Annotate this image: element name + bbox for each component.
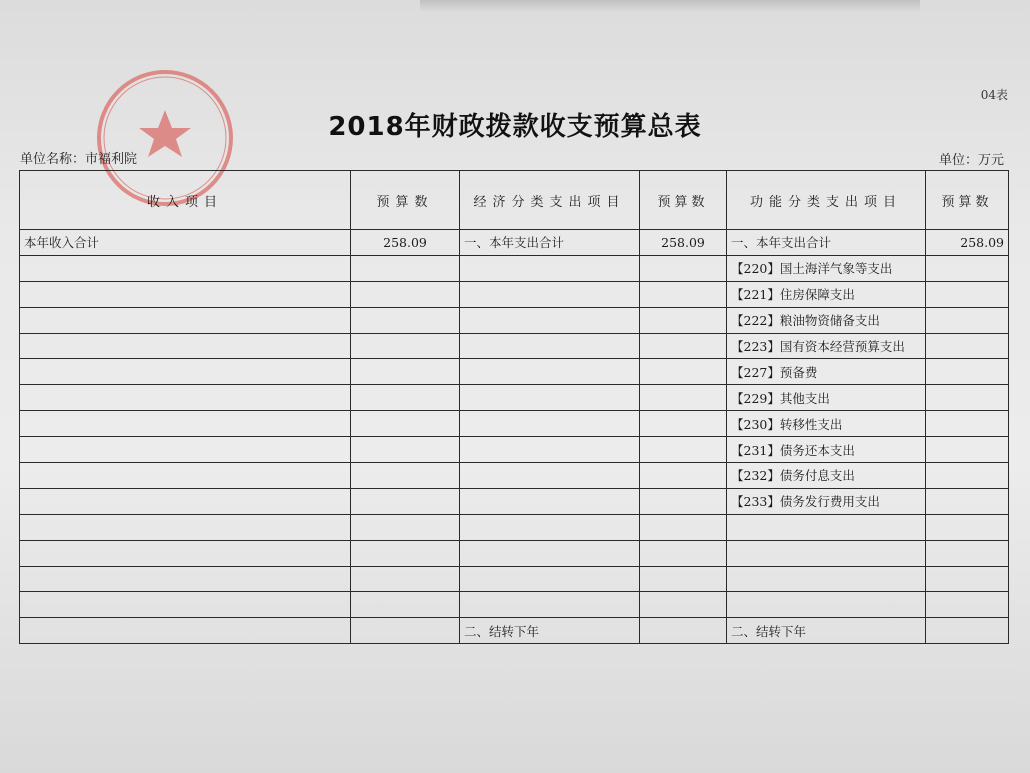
income-budget-cell xyxy=(351,411,460,437)
functional-item-cell: 一、本年支出合计 xyxy=(727,230,926,256)
functional-budget-cell xyxy=(926,307,1009,333)
functional-item-cell: 【233】债务发行费用支出 xyxy=(727,488,926,514)
functional-budget-cell xyxy=(926,281,1009,307)
income-budget-cell xyxy=(351,566,460,592)
functional-budget-cell xyxy=(926,514,1009,540)
income-item-cell xyxy=(20,255,351,281)
income-budget-cell xyxy=(351,592,460,618)
economic-item-cell xyxy=(460,411,640,437)
economic-budget-cell xyxy=(640,307,727,333)
functional-budget-cell xyxy=(926,592,1009,618)
functional-item-cell: 【227】预备费 xyxy=(727,359,926,385)
functional-budget-cell xyxy=(926,359,1009,385)
income-budget-cell xyxy=(351,333,460,359)
functional-budget-cell: 258.09 xyxy=(926,230,1009,256)
economic-budget-cell xyxy=(640,385,727,411)
table-row xyxy=(20,488,1009,514)
economic-budget-cell xyxy=(640,540,727,566)
economic-item-cell xyxy=(460,359,640,385)
economic-item-cell xyxy=(460,566,640,592)
economic-item-cell xyxy=(460,437,640,463)
functional-item-cell: 【223】国有资本经营预算支出 xyxy=(727,333,926,359)
economic-budget-cell xyxy=(640,514,727,540)
income-budget-cell: 258.09 xyxy=(351,230,460,256)
income-item-cell xyxy=(20,463,351,489)
functional-budget-cell xyxy=(926,411,1009,437)
functional-item-cell: 【232】债务付息支出 xyxy=(727,463,926,489)
page-title: 2018年财政拨款收支预算总表 xyxy=(328,112,702,142)
income-item-cell xyxy=(20,411,351,437)
header-budget-2: 预算数 xyxy=(640,171,727,230)
income-budget-cell xyxy=(351,618,460,644)
income-item-cell xyxy=(20,437,351,463)
income-item-cell xyxy=(20,566,351,592)
income-item-cell xyxy=(20,385,351,411)
functional-budget-cell xyxy=(926,463,1009,489)
table-row xyxy=(20,359,1009,385)
economic-item-cell xyxy=(460,540,640,566)
income-item-cell xyxy=(20,488,351,514)
income-budget-cell xyxy=(351,514,460,540)
economic-item-cell xyxy=(460,463,640,489)
economic-item-cell xyxy=(460,255,640,281)
economic-item-cell xyxy=(460,385,640,411)
economic-item-cell xyxy=(460,281,640,307)
functional-budget-cell xyxy=(926,255,1009,281)
table-row xyxy=(20,566,1009,592)
unit-name-label: 单位名称：市福利院 xyxy=(20,152,138,167)
income-item-cell: 本年收入合计 xyxy=(20,230,351,256)
functional-budget-cell xyxy=(926,488,1009,514)
table-header-row xyxy=(20,171,1009,230)
economic-item-cell xyxy=(460,488,640,514)
header-economic-item: 经济分类支出项目 xyxy=(460,171,640,230)
income-budget-cell xyxy=(351,307,460,333)
table-row xyxy=(20,618,1009,644)
income-budget-cell xyxy=(351,540,460,566)
economic-item-cell xyxy=(460,592,640,618)
income-budget-cell xyxy=(351,385,460,411)
functional-budget-cell xyxy=(926,618,1009,644)
table-row xyxy=(20,255,1009,281)
income-item-cell xyxy=(20,333,351,359)
functional-item-cell: 二、结转下年 xyxy=(727,618,926,644)
economic-budget-cell xyxy=(640,566,727,592)
table-row xyxy=(20,385,1009,411)
functional-item-cell xyxy=(727,540,926,566)
table-body xyxy=(20,230,1009,644)
economic-budget-cell xyxy=(640,281,727,307)
table-row xyxy=(20,540,1009,566)
table-row xyxy=(20,230,1009,256)
economic-budget-cell xyxy=(640,333,727,359)
income-item-cell xyxy=(20,281,351,307)
table-row xyxy=(20,463,1009,489)
header-budget-3: 预算数 xyxy=(926,171,1009,230)
functional-budget-cell xyxy=(926,385,1009,411)
income-budget-cell xyxy=(351,359,460,385)
income-budget-cell xyxy=(351,437,460,463)
functional-item-cell: 【222】粮油物资储备支出 xyxy=(727,307,926,333)
income-item-cell xyxy=(20,540,351,566)
table-row xyxy=(20,333,1009,359)
income-budget-cell xyxy=(351,488,460,514)
income-budget-cell xyxy=(351,281,460,307)
income-item-cell xyxy=(20,359,351,385)
economic-budget-cell xyxy=(640,437,727,463)
functional-item-cell: 【230】转移性支出 xyxy=(727,411,926,437)
economic-budget-cell xyxy=(640,411,727,437)
economic-item-cell xyxy=(460,307,640,333)
paper-shadow xyxy=(420,0,920,12)
functional-budget-cell xyxy=(926,333,1009,359)
functional-item-cell xyxy=(727,566,926,592)
functional-item-cell xyxy=(727,592,926,618)
economic-budget-cell: 258.09 xyxy=(640,230,727,256)
economic-item-cell xyxy=(460,333,640,359)
functional-budget-cell xyxy=(926,437,1009,463)
functional-item-cell: 【220】国土海洋气象等支出 xyxy=(727,255,926,281)
economic-budget-cell xyxy=(640,488,727,514)
table-row xyxy=(20,514,1009,540)
unit-money-label: 单位：万元 xyxy=(938,153,1004,168)
economic-budget-cell xyxy=(640,592,727,618)
functional-item-cell xyxy=(727,514,926,540)
economic-item-cell: 二、结转下年 xyxy=(460,618,640,644)
functional-item-cell: 【231】债务还本支出 xyxy=(727,437,926,463)
functional-budget-cell xyxy=(926,566,1009,592)
income-item-cell xyxy=(20,592,351,618)
header-income-item: 收入项目 xyxy=(20,171,351,230)
economic-item-cell xyxy=(460,514,640,540)
income-item-cell xyxy=(20,514,351,540)
functional-item-cell: 【221】住房保障支出 xyxy=(727,281,926,307)
table-row xyxy=(20,592,1009,618)
header-functional-item: 功能分类支出项目 xyxy=(727,171,926,230)
functional-item-cell: 【229】其他支出 xyxy=(727,385,926,411)
income-budget-cell xyxy=(351,255,460,281)
budget-table xyxy=(19,170,1009,644)
economic-budget-cell xyxy=(640,618,727,644)
table-row xyxy=(20,437,1009,463)
income-item-cell xyxy=(20,618,351,644)
economic-budget-cell xyxy=(640,463,727,489)
economic-budget-cell xyxy=(640,359,727,385)
functional-budget-cell xyxy=(926,540,1009,566)
income-item-cell xyxy=(20,307,351,333)
economic-budget-cell xyxy=(640,255,727,281)
table-row xyxy=(20,411,1009,437)
economic-item-cell: 一、本年支出合计 xyxy=(460,230,640,256)
income-budget-cell xyxy=(351,463,460,489)
table-row xyxy=(20,307,1009,333)
form-code: 04表 xyxy=(980,88,1008,102)
table-row xyxy=(20,281,1009,307)
header-budget-1: 预算数 xyxy=(351,171,460,230)
